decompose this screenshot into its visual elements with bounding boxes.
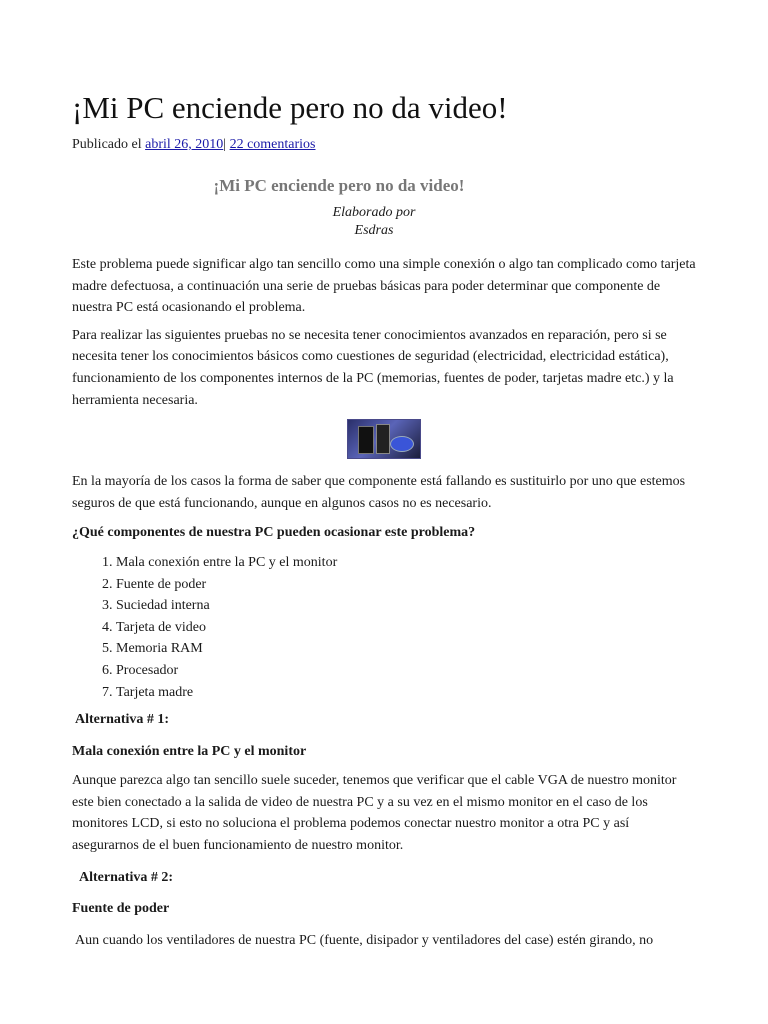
alternative-2-subheading: Fuente de poder — [72, 901, 170, 917]
page-title: ¡Mi PC enciende pero no da video! — [72, 90, 508, 125]
list-item: 7. Tarjeta madre — [116, 682, 696, 704]
meta-separator: | — [223, 137, 230, 152]
paragraph-substitution: En la mayoría de los casos la forma de saber que componente está fallando es sustituirlo por uno que estemos seguros de que está funcionando, aunque en algunos casos no es necesario. — [72, 474, 686, 511]
paragraph-requirements: Para realizar las siguientes pruebas no se necesita tener conocimientos avanzados en reparación, pero si se necesita tener los conocimientos básicos como cuestiones de seguridad (electricidad, electricidad estática), funcionamiento de los componentes internos de la PC (memorias, fuentes de poder, tarjetas madre etc.) y la herramienta necesaria. — [72, 327, 674, 408]
list-item: 3. Suciedad interna — [116, 595, 696, 617]
list-item: 1. Mala conexión entre la PC y el monitor — [116, 552, 696, 574]
alternative-1-subheading: Mala conexión entre la PC y el monitor — [72, 743, 307, 759]
article-subtitle: ¡Mi PC enciende pero no da video! — [213, 176, 465, 195]
comments-link[interactable]: 22 comentarios — [229, 137, 316, 152]
post-meta — [72, 136, 696, 154]
alternative-2-heading: Alternativa # 2: — [79, 869, 174, 885]
alternative-1-heading: Alternativa # 1: — [75, 712, 170, 728]
tower2-shape — [376, 424, 390, 454]
list-item: 4. Tarjeta de video — [116, 617, 696, 639]
list-item: 5. Memoria RAM — [116, 638, 696, 660]
section-question: ¿Qué componentes de nuestra PC pueden ocasionar este problema? — [72, 525, 476, 541]
list-item: 2. Fuente de poder — [116, 574, 696, 596]
date-link[interactable]: abril 26, 2010 — [145, 137, 224, 152]
image-container — [72, 419, 696, 459]
meta-prefix: Publicado el — [72, 137, 146, 152]
disc-shape — [390, 436, 414, 452]
paragraph-alternative-1: Aunque parezca algo tan sencillo suele suceder, tenemos que verificar que el cable VGA de nuestro monitor este bien conectado a la salida de video de nuestra PC y a su vez en el mismo monitor en el caso de los monitores LCD, si esto no soluciona el problema podemos conectar nuestro monitor a otra PC y así asegurarnos de el buen funcionamiento de nuestro monitor. — [72, 773, 677, 854]
component-list — [72, 552, 696, 703]
byline-line1: Elaborado por — [332, 205, 416, 220]
tower-shape — [358, 426, 374, 454]
byline — [72, 204, 696, 240]
paragraph-intro: Este problema puede significar algo tan sencillo como una simple conexión o algo tan complicado como tarjeta madre defectuosa, a continuación una serie de pruebas básicas para poder determinar que componente de nuestra PC está ocasionando el problema. — [72, 257, 696, 316]
list-item: 6. Procesador — [116, 660, 696, 682]
paragraph-alternative-2: Aun cuando los ventiladores de nuestra PC (fuente, disipador y ventiladores del case) estén girando, no — [75, 932, 654, 948]
pc-hardware-image[interactable] — [347, 419, 421, 459]
byline-author: Esdras — [354, 223, 394, 238]
